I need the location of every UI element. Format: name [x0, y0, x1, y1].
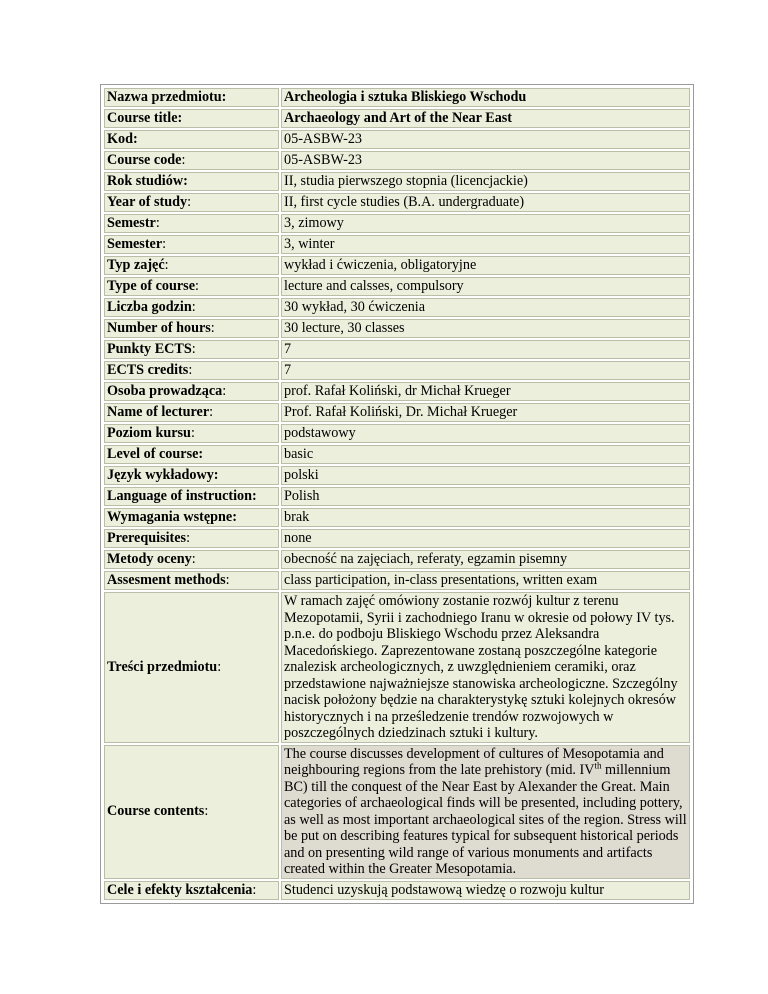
label-rest: : — [210, 320, 215, 336]
content-en-text-part2: millennium BC) till the conquest of the Near East by Alexander the Great. Main categories of archaeological finds will be presented, including pottery, as well as most important archaeological sites of the region. Stress will be put on describing features typical for subsequent historical periods and on presenting wild range of various monuments and artifacts created within the Greater Mesopotamia. — [284, 762, 687, 877]
field-value: wykład i ćwiczenia, obligatoryjne — [281, 256, 690, 275]
field-label — [104, 88, 279, 107]
content-en-row — [104, 745, 690, 879]
field-label — [104, 466, 279, 485]
content-pl-text: W ramach zajęć omówiony zostanie rozwój kultur z terenu Mezopotamii, Syrii i zachodniego Iranu w okresie od połowy IV tys. p.n.e. do podboju Bliskiego Wschodu przez Aleksandra Macedońskiego. Zaprezentowane zostaną poszczególne kategorie znalezisk archeologicznych, z uwzględnieniem ceramiki, oraz przedstawione najważniejsze stanowiska archeologiczne. Szczególny nacisk położony będzie na charakterystykę sztuki kolejnych okresów historycznych i na prześledzenie trendów rozwojowych w poszczególnych dziedzinach sztuki i kultury. — [281, 592, 690, 743]
syllabus-row — [104, 193, 690, 212]
content-en-text-part1: The course discusses development of cultures of Mesopotamia and neighbouring regions from the late prehistory (mid. IV — [284, 745, 664, 778]
label-bold: Name of lecturer — [107, 404, 210, 420]
syllabus-row — [104, 214, 690, 233]
field-label — [104, 340, 279, 359]
syllabus-row — [104, 151, 690, 170]
label-rest: : — [209, 404, 214, 420]
syllabus-row — [104, 340, 690, 359]
syllabus-row — [104, 508, 690, 527]
label-rest: : — [195, 278, 199, 294]
syllabus-row — [104, 256, 690, 275]
label-rest: : — [191, 299, 196, 315]
label-bold: Liczba godzin — [107, 299, 192, 315]
field-value: 7 — [281, 361, 690, 380]
field-value: Prof. Rafał Koliński, Dr. Michał Krueger — [281, 403, 690, 422]
label-bold: Wymagania wstępne: — [107, 509, 237, 525]
field-value-bold: Archaeology and Art of the Near East — [284, 110, 513, 126]
syllabus-row — [104, 130, 690, 149]
label-bold: Rok studiów: — [107, 173, 188, 189]
goals-row — [104, 881, 690, 900]
content-en-label — [104, 745, 279, 879]
field-value: podstawowy — [281, 424, 690, 443]
content-en-label-bold: Course contents — [107, 803, 205, 819]
syllabus-row — [104, 361, 690, 380]
label-rest: : — [181, 152, 186, 168]
field-value: 3, zimowy — [281, 214, 690, 233]
syllabus-row — [104, 403, 690, 422]
syllabus-row — [104, 487, 690, 506]
field-label — [104, 361, 279, 380]
label-rest: : — [222, 383, 227, 399]
label-bold: Język wykładowy: — [107, 467, 219, 483]
goals-label-colon: : — [252, 881, 257, 898]
field-label — [104, 403, 279, 422]
content-en-text — [281, 745, 690, 879]
field-label — [104, 487, 279, 506]
field-label — [104, 298, 279, 317]
label-bold: Semester — [107, 236, 163, 252]
field-label — [104, 529, 279, 548]
field-value: prof. Rafał Koliński, dr Michał Krueger — [281, 382, 690, 401]
field-value: brak — [281, 508, 690, 527]
field-label — [104, 109, 279, 128]
label-bold: Course title: — [107, 110, 183, 126]
field-value — [281, 88, 690, 107]
field-value-bold: Archeologia i sztuka Bliskiego Wschodu — [284, 89, 527, 105]
content-en-superscript: th — [594, 760, 602, 771]
field-label — [104, 214, 279, 233]
content-pl-label-bold: Treści przedmiotu — [107, 658, 218, 675]
label-rest: : — [187, 194, 192, 210]
label-rest: : — [190, 425, 195, 441]
syllabus-row — [104, 319, 690, 338]
content-pl-label — [104, 592, 279, 743]
content-en-label-colon: : — [204, 803, 209, 819]
label-rest: : — [186, 530, 191, 546]
field-value: 05-ASBW-23 — [281, 130, 690, 149]
label-bold: Poziom kursu — [107, 425, 191, 441]
field-label — [104, 172, 279, 191]
label-bold: Typ zajęć — [107, 257, 165, 273]
label-rest: : — [191, 551, 196, 567]
field-value: lecture and calsses, compulsory — [281, 277, 690, 296]
label-bold: Type of course — [107, 278, 195, 294]
label-bold: ECTS credits — [107, 362, 189, 378]
field-value: none — [281, 529, 690, 548]
field-value: II, first cycle studies (B.A. undergraduate) — [281, 193, 690, 212]
syllabus-row — [104, 382, 690, 401]
syllabus-row — [104, 466, 690, 485]
syllabus-row — [104, 424, 690, 443]
label-bold: Osoba prowadząca — [107, 383, 223, 399]
syllabus-row — [104, 88, 690, 107]
label-bold: Nazwa przedmiotu: — [107, 89, 227, 105]
syllabus-row — [104, 235, 690, 254]
label-bold: Metody oceny — [107, 551, 192, 567]
field-label — [104, 424, 279, 443]
label-rest: : — [164, 257, 169, 273]
field-label — [104, 193, 279, 212]
syllabus-row — [104, 172, 690, 191]
field-value: basic — [281, 445, 690, 464]
course-syllabus-table — [100, 84, 694, 904]
field-label — [104, 256, 279, 275]
field-label — [104, 382, 279, 401]
label-bold: Kod: — [107, 131, 138, 147]
field-label — [104, 445, 279, 464]
syllabus-row — [104, 550, 690, 569]
field-label — [104, 550, 279, 569]
field-value: polski — [281, 466, 690, 485]
field-value: II, studia pierwszego stopnia (licencjackie) — [281, 172, 690, 191]
field-value: Polish — [281, 487, 690, 506]
content-pl-label-colon: : — [217, 658, 222, 675]
field-value — [281, 109, 690, 128]
field-label — [104, 571, 279, 590]
label-rest: : — [155, 215, 160, 231]
label-rest: : — [225, 572, 230, 588]
field-value: 30 lecture, 30 classes — [281, 319, 690, 338]
field-label — [104, 151, 279, 170]
field-value: class participation, in-class presentations, written exam — [281, 571, 690, 590]
field-value: 3, winter — [281, 235, 690, 254]
syllabus-row — [104, 571, 690, 590]
syllabus-row — [104, 529, 690, 548]
label-rest: : — [191, 341, 196, 357]
field-value: 7 — [281, 340, 690, 359]
label-bold: Assesment methods — [107, 572, 226, 588]
field-label — [104, 130, 279, 149]
field-label — [104, 319, 279, 338]
goals-label — [104, 881, 279, 900]
field-label — [104, 508, 279, 527]
label-bold: Prerequisites — [107, 530, 187, 546]
label-bold: Level of course: — [107, 446, 204, 462]
label-bold: Punkty ECTS — [107, 341, 192, 357]
field-label — [104, 235, 279, 254]
label-bold: Semestr — [107, 215, 156, 231]
label-bold: Course code — [107, 152, 182, 168]
label-bold: Year of study — [107, 194, 188, 210]
goals-label-bold: Cele i efekty kształcenia — [107, 881, 253, 898]
goals-text: Studenci uzyskują podstawową wiedzę o rozwoju kultur — [281, 881, 690, 900]
label-rest: : — [188, 362, 193, 378]
label-rest: : — [162, 236, 167, 252]
field-value: 30 wykład, 30 ćwiczenia — [281, 298, 690, 317]
syllabus-row — [104, 277, 690, 296]
field-label — [104, 277, 279, 296]
syllabus-row — [104, 298, 690, 317]
syllabus-row — [104, 109, 690, 128]
content-pl-row — [104, 592, 690, 743]
syllabus-rows — [104, 88, 690, 900]
field-value: obecność na zajęciach, referaty, egzamin pisemny — [281, 550, 690, 569]
label-bold: Language of instruction: — [107, 488, 257, 504]
label-bold: Number of hours — [107, 320, 211, 336]
field-value: 05-ASBW-23 — [281, 151, 690, 170]
syllabus-row — [104, 445, 690, 464]
